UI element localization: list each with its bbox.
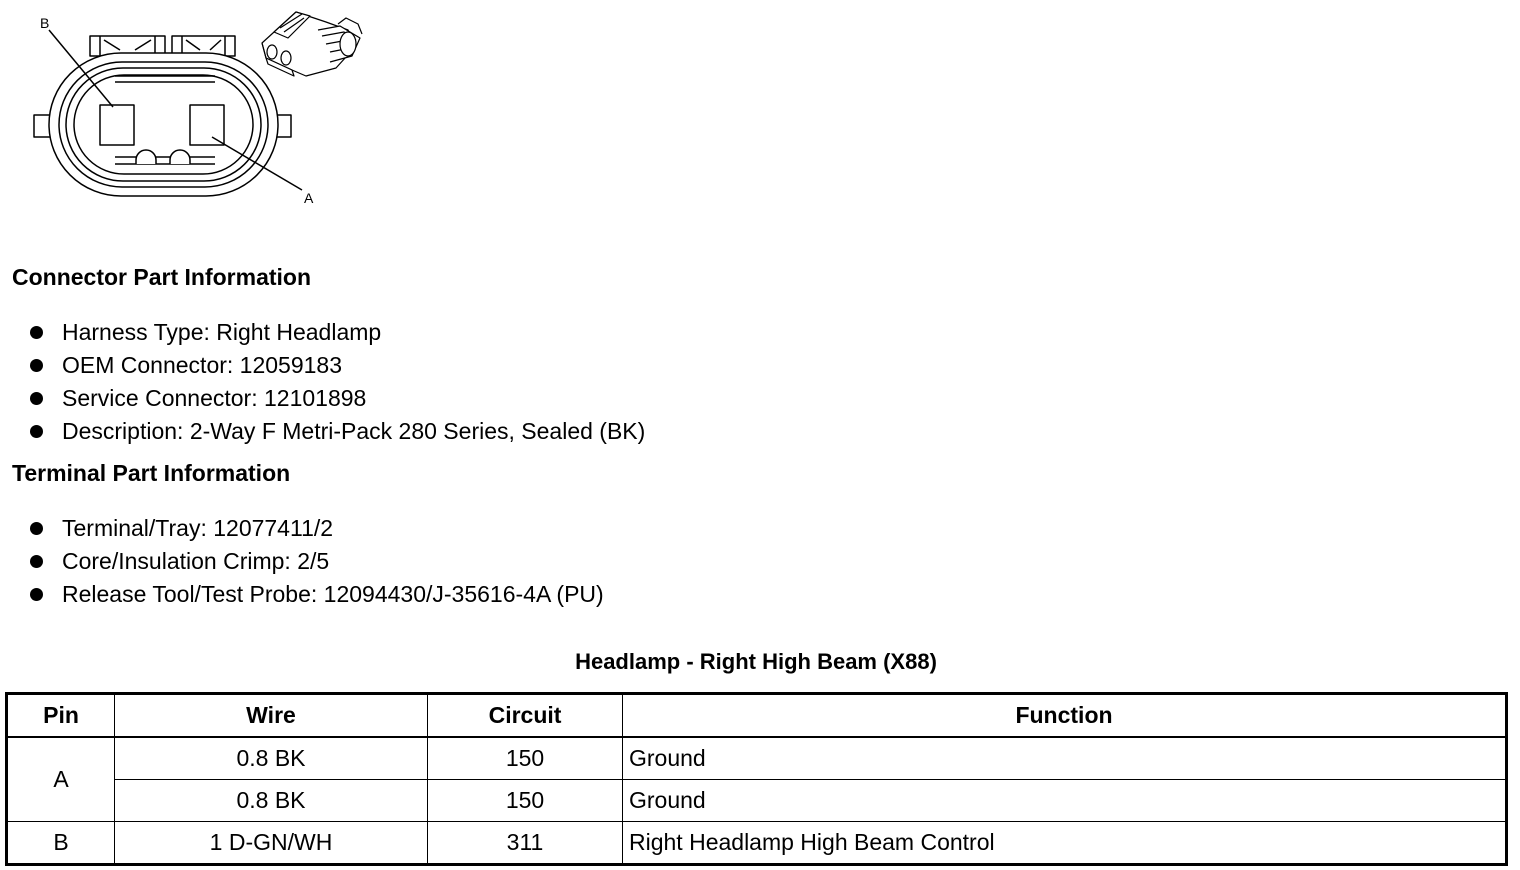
table-title: Headlamp - Right High Beam (X88) [575,649,937,674]
pinout-table [5,692,1508,866]
table-row [7,737,1507,780]
bullet-icon [30,522,43,535]
wire-cell: 0.8 BK [115,780,428,822]
bullet-icon [30,326,43,339]
terminal-cavity-b [100,105,134,145]
column-header-wire: Wire [115,694,428,738]
terminal-cavity-a [190,105,224,145]
pin-label-b: B [40,15,50,31]
bullet-icon [30,392,43,405]
circuit-cell: 150 [428,780,623,822]
list-item: Release Tool/Test Probe: 12094430/J-35616-4A (PU) [28,578,604,611]
pin-cell: B [7,822,115,865]
bullet-icon [30,425,43,438]
connector-info-list [28,316,645,448]
circuit-cell: 311 [428,822,623,865]
terminal-info-heading: Terminal Part Information [12,460,291,486]
terminal-info-list [28,512,604,611]
function-cell: Ground [623,780,1507,822]
table-header-row [7,694,1507,738]
column-header-circuit: Circuit [428,694,623,738]
list-item: Core/Insulation Crimp: 2/5 [28,545,604,578]
bullet-icon [30,555,43,568]
column-header-function: Function [623,694,1507,738]
list-item: Harness Type: Right Headlamp [28,316,645,349]
wire-cell: 1 D-GN/WH [115,822,428,865]
connector-face-diagram [0,0,380,215]
bullet-icon [30,359,43,372]
list-item: Service Connector: 12101898 [28,382,645,415]
circuit-cell: 150 [428,737,623,780]
list-item: Description: 2-Way F Metri-Pack 280 Series, Sealed (BK) [28,415,645,448]
connector-3d-illustration [262,12,362,76]
pin-label-a: A [304,190,314,206]
list-item: Terminal/Tray: 12077411/2 [28,512,604,545]
table-row [7,780,1507,822]
connector-info-heading: Connector Part Information [12,264,312,290]
list-item: OEM Connector: 12059183 [28,349,645,382]
column-header-pin: Pin [7,694,115,738]
table-row [7,822,1507,865]
bullet-icon [30,588,43,601]
function-cell: Ground [623,737,1507,780]
wire-cell: 0.8 BK [115,737,428,780]
pin-cell: A [7,737,115,822]
function-cell: Right Headlamp High Beam Control [623,822,1507,865]
